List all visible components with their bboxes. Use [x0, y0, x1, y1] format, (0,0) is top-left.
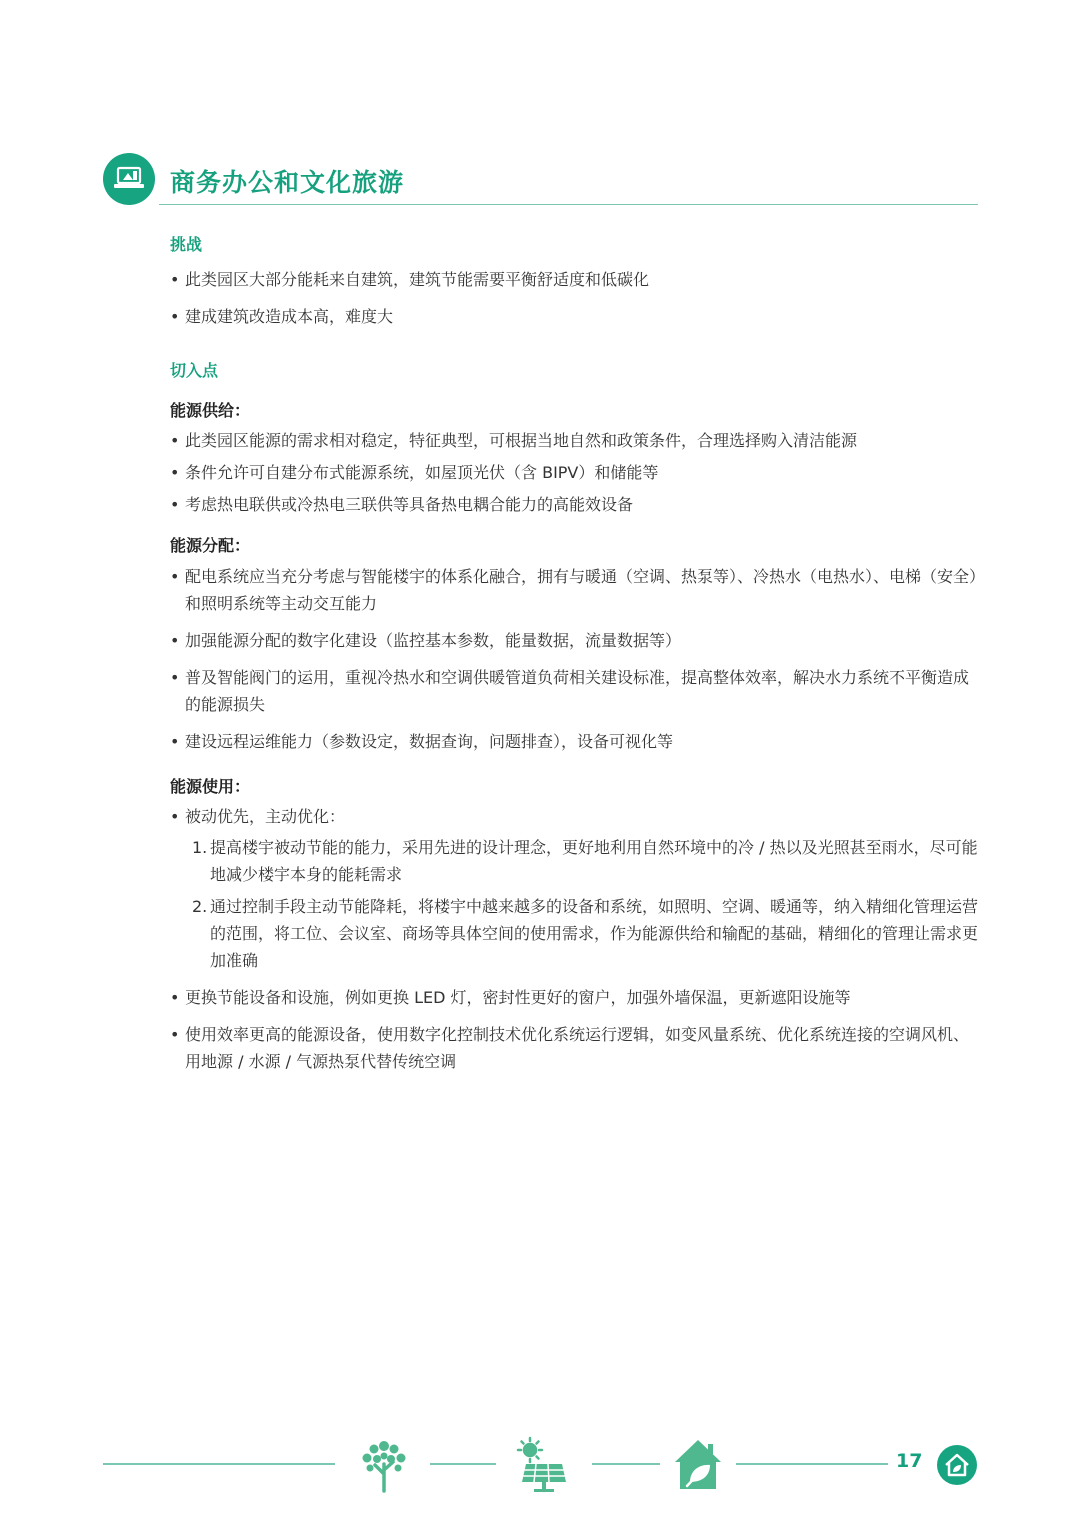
page-footer	[0, 1430, 1080, 1500]
passive-sub-list	[170, 834, 980, 974]
supply-list	[170, 427, 980, 518]
section-header	[103, 153, 978, 207]
supply-label: 能源供给：	[170, 401, 251, 420]
footer-line	[736, 1463, 888, 1465]
usage-label: 能源使用：	[170, 777, 251, 796]
list-item: • 条件允许可自建分布式能源系统，如屋顶光伏（含 BIPV）和储能等	[170, 459, 980, 486]
list-item: • 建成建筑改造成本高，难度大	[170, 303, 980, 330]
home-badge-icon	[937, 1445, 977, 1485]
list-item: • 加强能源分配的数字化建设（监控基本参数，能量数据，流量数据等）	[170, 627, 980, 654]
list-item: • 此类园区能源的需求相对稳定，特征典型，可根据当地自然和政策条件，合理选择购入清洁能源	[170, 427, 980, 454]
footer-line	[103, 1463, 335, 1465]
entry-label: 切入点	[170, 361, 219, 380]
list-item: • 建设远程运维能力（参数设定，数据查询，问题排查），设备可视化等	[170, 728, 980, 755]
main-content	[170, 228, 980, 1075]
page-title: 商务办公和文化旅游	[170, 168, 405, 197]
page-number: 17	[896, 1450, 923, 1472]
numbered-item: 1. 提高楼宇被动节能的能力，采用先进的设计理念，更好地利用自然环境中的冷 / 热以及光照甚至雨水，尽可能地减少楼宇本身的能耗需求	[192, 838, 978, 884]
list-item: • 更换节能设备和设施，例如更换 LED 灯，密封性更好的窗户，加强外墙保温，更新遮阳设施等	[170, 984, 980, 1011]
list-item: • 配电系统应当充分考虑与智能楼宇的体系化融合，拥有与暖通（空调、热泵等）、冷热水（电热水）、电梯（安全）和照明系统等主动交互能力	[170, 563, 980, 617]
tree-icon	[356, 1434, 412, 1494]
list-item: • 使用效率更高的能源设备，使用数字化控制技术优化系统运行逻辑，如变风量系统、优化系统连接的空调风机、用地源 / 水源 / 气源热泵代替传统空调	[170, 1021, 980, 1075]
green-house-icon	[670, 1434, 726, 1494]
list-item	[170, 803, 980, 974]
header-divider	[159, 204, 978, 205]
passive-heading: 被动优先，主动优化：	[185, 807, 346, 826]
footer-line	[592, 1463, 660, 1465]
usage-list	[170, 803, 980, 1075]
distribution-label: 能源分配：	[170, 536, 251, 555]
challenge-label: 挑战	[170, 235, 203, 254]
solar-panel-icon	[512, 1434, 568, 1494]
list-item: • 此类园区大部分能耗来自建筑，建筑节能需要平衡舒适度和低碳化	[170, 266, 980, 293]
challenge-list	[170, 266, 980, 330]
footer-line	[430, 1463, 496, 1465]
numbered-item: 2. 通过控制手段主动节能降耗，将楼宇中越来越多的设备和系统，如照明、空调、暖通等，纳入精细化管理运营的范围，将工位、会议室、商场等具体空间的使用需求，作为能源供给和输配的基础，精细化的管理让需求更加准确	[192, 897, 979, 970]
laptop-building-icon	[103, 153, 155, 205]
list-item: • 考虑热电联供或冷热电三联供等具备热电耦合能力的高能效设备	[170, 491, 980, 518]
distribution-list	[170, 563, 980, 755]
list-item: • 普及智能阀门的运用，重视冷热水和空调供暖管道负荷相关建设标准，提高整体效率，解决水力系统不平衡造成的能源损失	[170, 664, 980, 718]
